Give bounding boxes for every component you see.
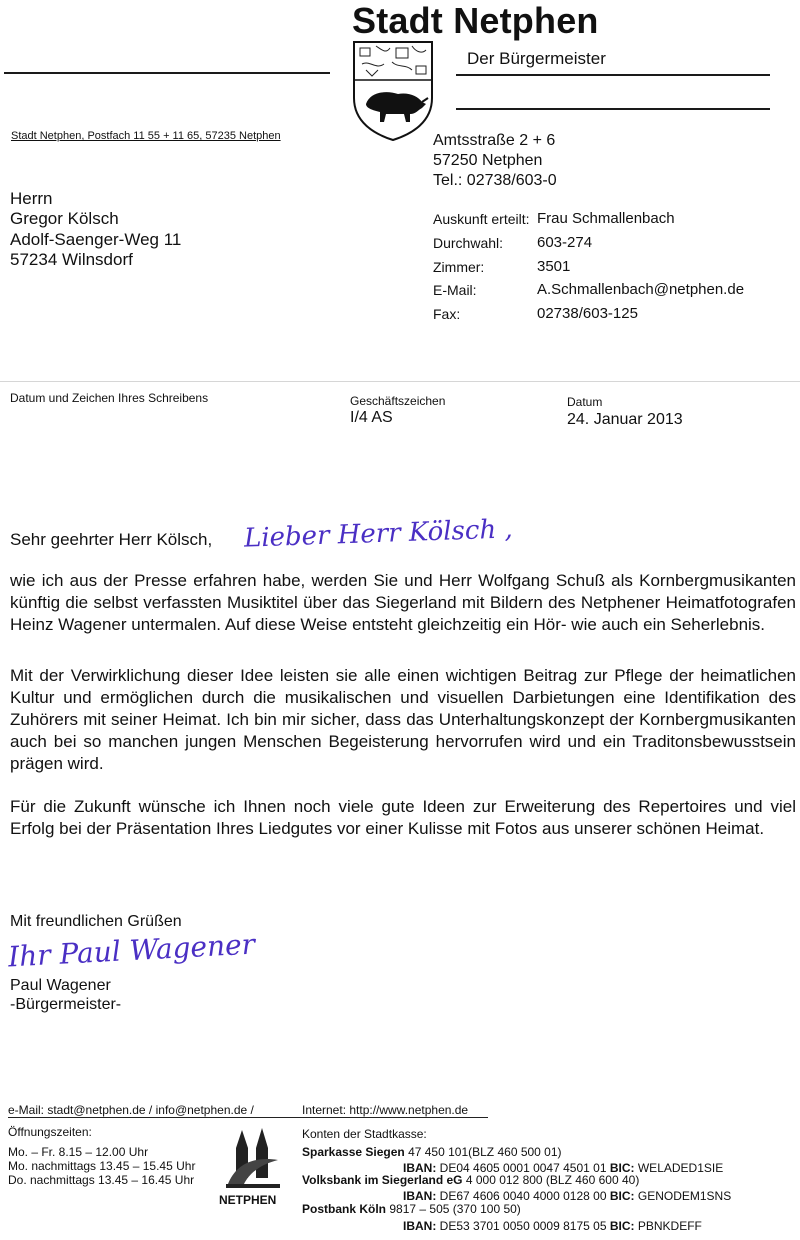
contact-value: Frau Schmallenbach xyxy=(537,210,675,227)
file-ref-value: I/4 AS xyxy=(350,409,393,426)
header-rule-left xyxy=(4,72,330,74)
file-ref-label: Geschäftszeichen xyxy=(350,394,446,408)
hours-line: Do. nachmittags 13.45 – 16.45 Uhr xyxy=(8,1173,195,1187)
signature: Ihr Paul Wagener xyxy=(7,927,256,974)
header-rule-right xyxy=(456,74,770,76)
handwritten-greeting: Lieber Herr Kölsch , xyxy=(243,514,514,554)
contact-value: 603-274 xyxy=(537,234,593,251)
bank-account: 4 000 012 800 (BLZ 460 600 40) xyxy=(465,1173,640,1187)
contact-label: E-Mail: xyxy=(433,282,477,298)
contact-email-value[interactable]: A.Schmallenbach@netphen.de xyxy=(537,281,745,298)
paragraph: Für die Zukunft wünsche ich Ihnen noch viele gute Ideen zur Erweiterung des Repertoires und viel Erfolg bei der Präsentation Ihres Liedgutes vor einer Kulisse mit Fotos aus unserer schönen Heimat. xyxy=(10,797,796,838)
bic-value: PBNKDEFF xyxy=(637,1219,702,1233)
accounts-title: Konten der Stadtkasse: xyxy=(302,1127,427,1141)
contact-label: Durchwahl: xyxy=(433,235,504,251)
logo-text: NETPHEN xyxy=(219,1193,277,1207)
contact-label: Fax: xyxy=(433,306,461,322)
contact-value: 02738/603-125 xyxy=(537,305,638,322)
iban-value: DE53 3701 0050 0009 8175 05 xyxy=(439,1219,607,1233)
footer-rule xyxy=(8,1117,488,1118)
iban-label: IBAN: xyxy=(403,1189,437,1203)
greeting: Sehr geehrter Herr Kölsch, xyxy=(10,530,213,549)
coat-of-arms-icon xyxy=(352,40,434,142)
recipient-city: 57234 Wilnsdorf xyxy=(10,250,133,269)
contact-label: Zimmer: xyxy=(433,259,485,275)
bic-label: BIC: xyxy=(609,1161,635,1175)
bank-iban-row xyxy=(403,1218,702,1234)
bank-name: Volksbank im Siegerland eG xyxy=(302,1173,463,1187)
office-title: Der Bürgermeister xyxy=(467,49,606,68)
closing: Mit freundlichen Grüßen xyxy=(10,913,182,930)
iban-label: IBAN: xyxy=(403,1161,437,1175)
iban-label: IBAN: xyxy=(403,1219,437,1233)
fold-line xyxy=(0,381,800,382)
bic-value: WELADED1SIE xyxy=(637,1161,724,1175)
sender-street: Amtsstraße 2 + 6 xyxy=(433,132,556,149)
iban-value: DE04 4605 0001 0047 4501 01 xyxy=(439,1161,607,1175)
your-ref-label: Datum und Zeichen Ihres Schreibens xyxy=(10,391,209,405)
iban-value: DE67 4606 0040 4000 0128 00 xyxy=(439,1189,607,1203)
hours-title: Öffnungszeiten: xyxy=(8,1125,92,1139)
date-label: Datum xyxy=(567,395,603,409)
sender-phone: Tel.: 02738/603-0 xyxy=(433,172,557,189)
footer-internet[interactable]: Internet: http://www.netphen.de xyxy=(302,1103,469,1117)
signer-title: -Bürgermeister- xyxy=(10,996,122,1013)
contact-label: Auskunft erteilt: xyxy=(433,211,530,227)
recipient-street: Adolf-Saenger-Weg 11 xyxy=(10,230,182,249)
hours-line: Mo. nachmittags 13.45 – 15.45 Uhr xyxy=(8,1159,196,1173)
recipient-salutation: Herrn xyxy=(10,189,53,208)
bank-account: 47 450 101(BLZ 460 500 01) xyxy=(408,1145,562,1159)
bic-value: GENODEM1SNS xyxy=(637,1189,732,1203)
paragraph: Mit der Verwirklichung dieser Idee leisten sie alle einen wichtigen Beitrag zur Pflege der heimatlichen Kultur und ermöglichen durch die musikalischen und visuellen Darbietungen eine Identifikation des Zuhörers mit seiner Heimat. Ich bin mir sicher, dass das Unterhaltungskonzept der Kornbergmusikanten auch bei so manchen jungen Menschen Begeisterung hervorrufen wird und ein Traditonsbewusstsein prägen wird. xyxy=(10,666,796,773)
header-rule-right-2 xyxy=(456,108,770,110)
sender-city: 57250 Netphen xyxy=(433,152,543,169)
paragraph: wie ich aus der Presse erfahren habe, werden Sie und Herr Wolfgang Schuß als Kornbergmusikanten künftig die selbst verfassten Musiktitel über das Siegerland mit Bildern des Netphener Heimatfotografen Heinz Wagener untermalen. Auf diese Weise entsteht gleichzeitig ein Hör- wie auch ein Seherlebnis. xyxy=(10,571,796,634)
hours-line: Mo. – Fr. 8.15 – 12.00 Uhr xyxy=(8,1145,149,1159)
footer-email[interactable]: e-Mail: stadt@netphen.de / info@netphen.de / xyxy=(8,1103,254,1117)
bank-row xyxy=(302,1201,521,1217)
city-title: Stadt Netphen xyxy=(352,0,599,41)
signer-name: Paul Wagener xyxy=(10,977,111,994)
bank-row xyxy=(302,1144,562,1160)
bic-label: BIC: xyxy=(609,1219,635,1233)
bic-label: BIC: xyxy=(609,1189,635,1203)
bank-account: 9817 – 505 (370 100 50) xyxy=(389,1202,521,1216)
return-address: Stadt Netphen, Postfach 11 55 + 11 65, 57235 Netphen xyxy=(11,130,281,142)
bank-name: Postbank Köln xyxy=(302,1202,387,1216)
recipient-name: Gregor Kölsch xyxy=(10,209,119,228)
netphen-logo-icon xyxy=(222,1120,284,1192)
bank-name: Sparkasse Siegen xyxy=(302,1145,405,1159)
contact-value: 3501 xyxy=(537,258,571,275)
bank-row xyxy=(302,1172,639,1188)
date-value: 24. Januar 2013 xyxy=(567,411,683,428)
